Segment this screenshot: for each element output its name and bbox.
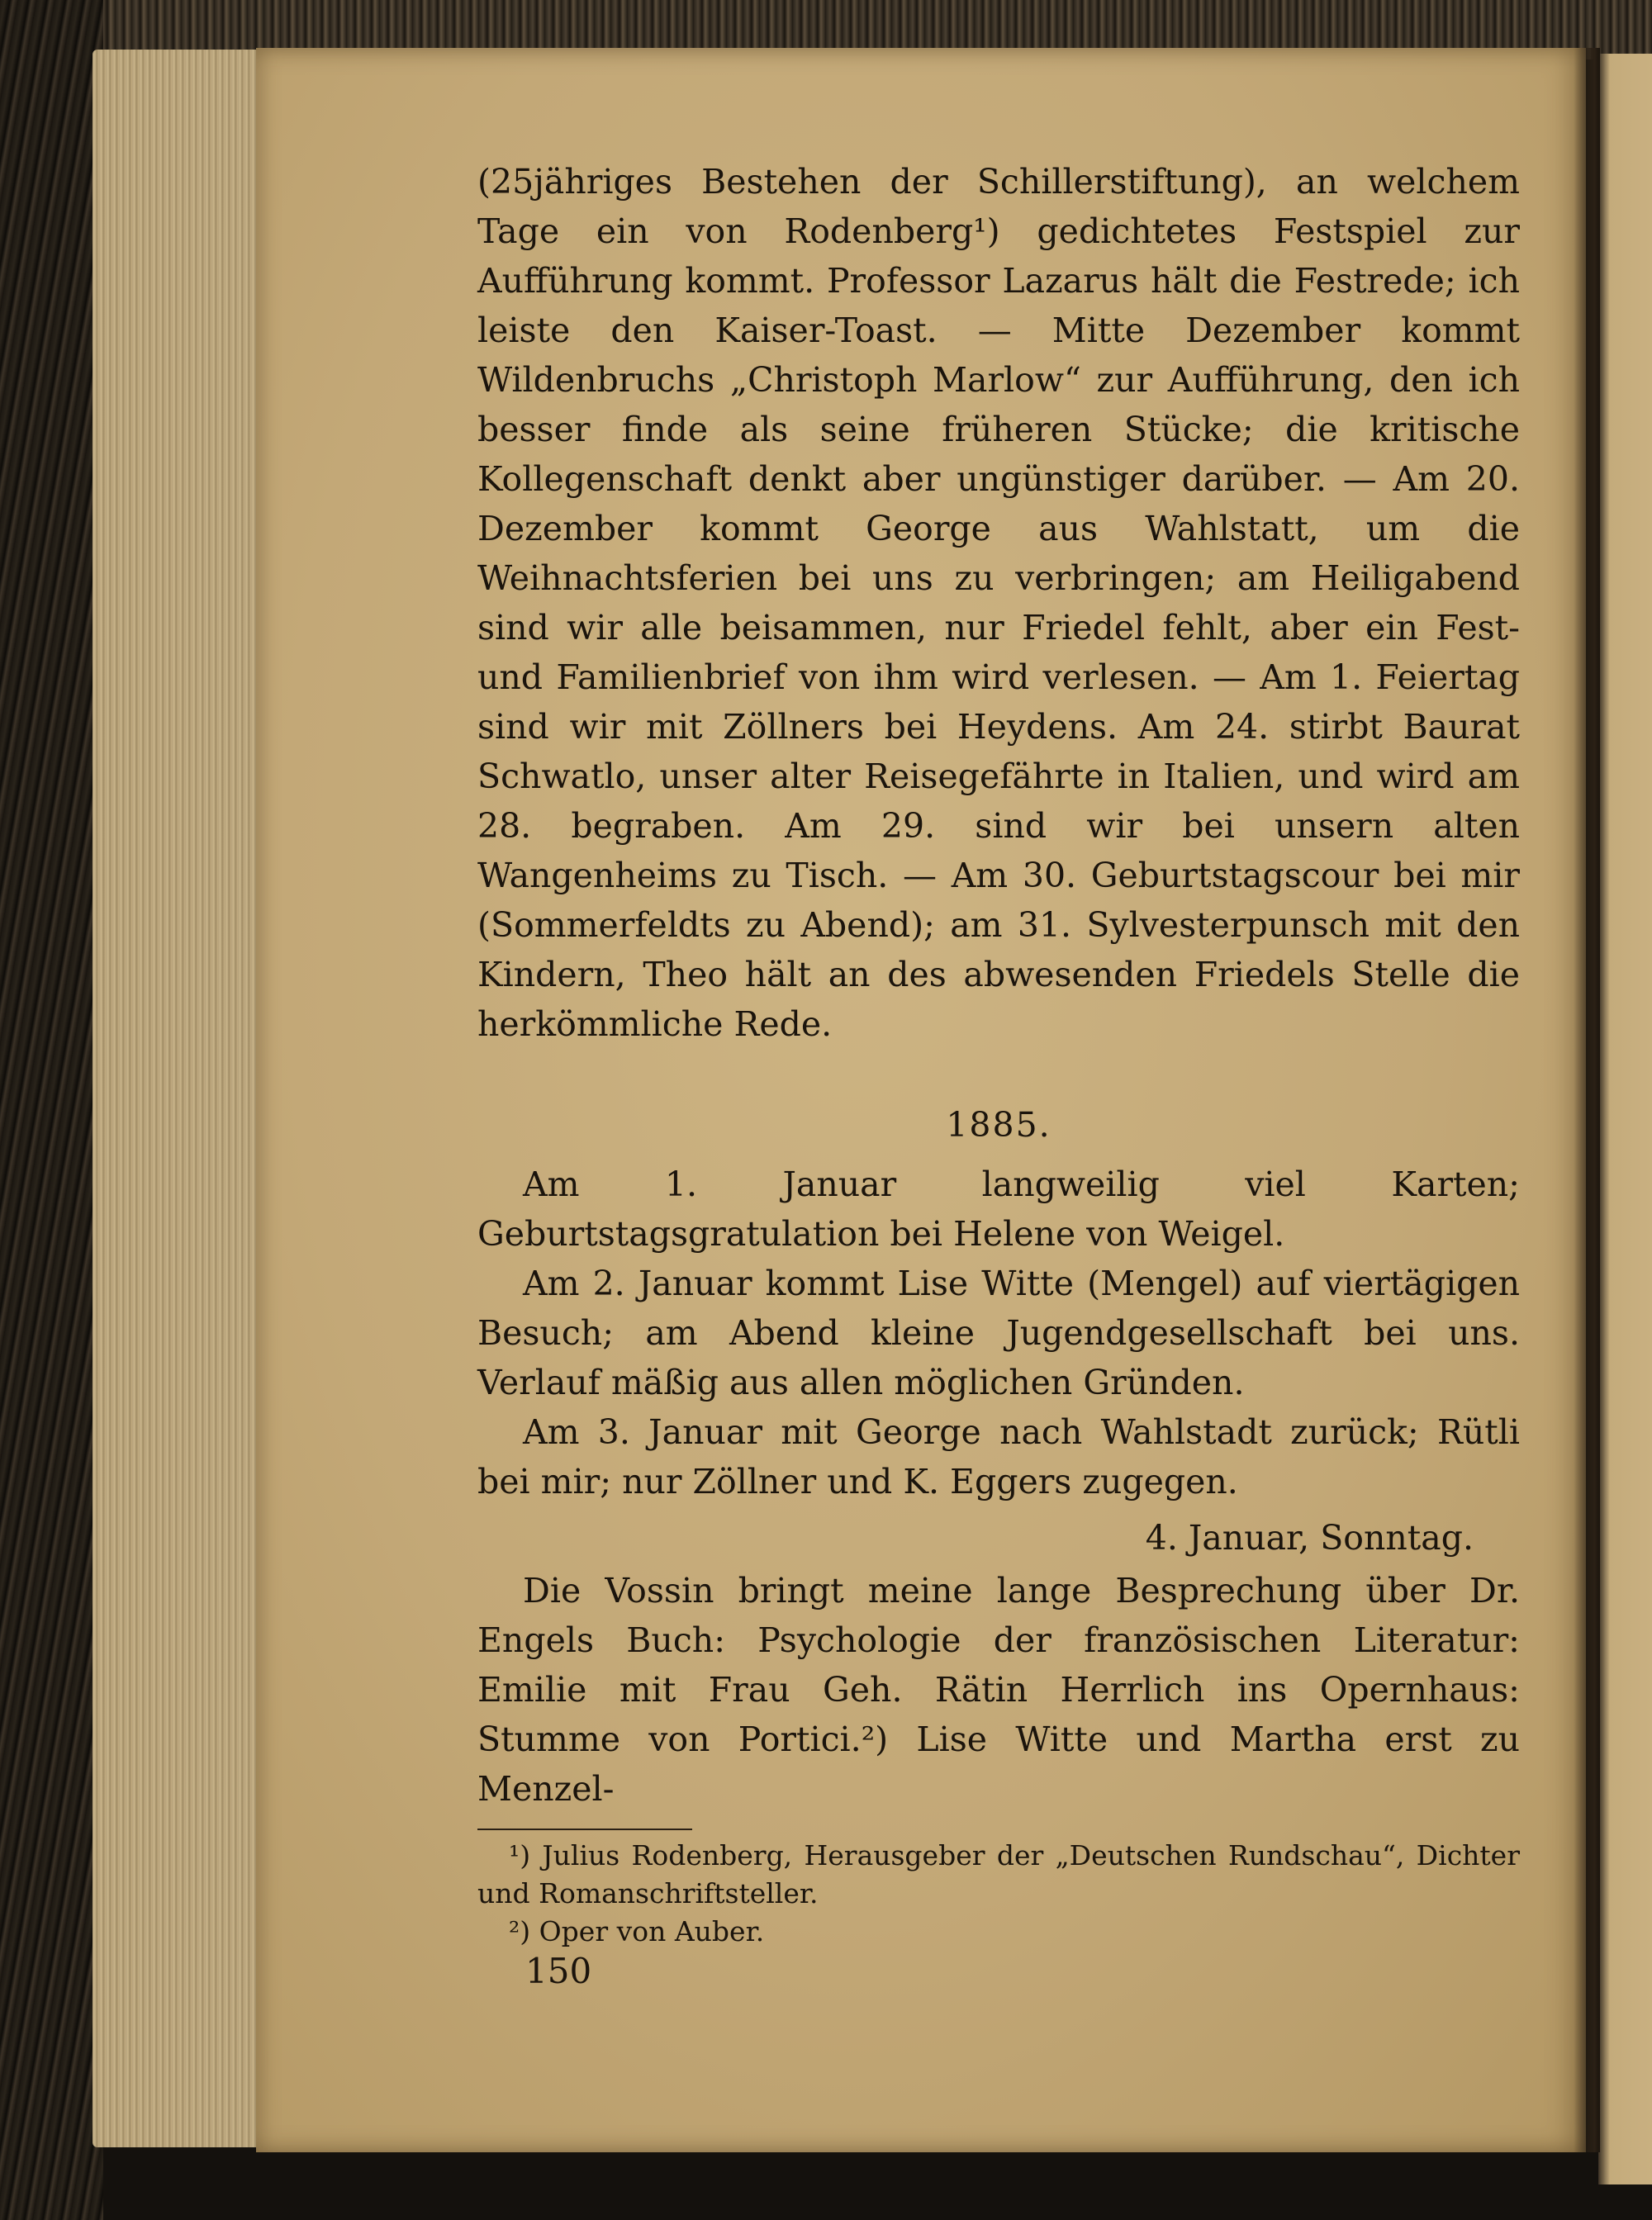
page-edges	[93, 50, 266, 2147]
paragraph-january-4: Die Vossin bringt meine lange Besprechung über Dr. Engels Buch: Psychologie der französischen Literatur: Emilie mit Frau Geh. Rätin Herrlich ins Opernhaus: Stumme von Portici.²) Lise Witte und Martha erst zu Menzel-	[477, 1571, 1520, 1809]
footnote-2	[477, 1913, 1520, 1951]
footnote-1-marker: ¹)	[509, 1839, 531, 1871]
page-number: 150	[525, 1951, 592, 1991]
paragraph-january-2: Am 2. Januar kommt Lise Witte (Mengel) auf viertägigen Besuch; am Abend kleine Jugendgesellschaft bei uns. Verlauf mäßig aus allen möglichen Gründen.	[477, 1264, 1520, 1402]
date-heading: 4. Januar, Sonntag.	[1145, 1518, 1474, 1558]
book-cover-spine	[0, 0, 103, 2220]
page-gutter	[1574, 48, 1600, 2152]
paragraph-january-1: Am 1. Januar langweilig viel Karten; Geburtstagsgratulation bei Helene von Weigel.	[477, 1165, 1520, 1254]
facing-page-edge	[1598, 54, 1652, 2184]
paragraph-january-3: Am 3. Januar mit George nach Wahlstadt zurück; Rütli bei mir; nur Zöllner und K. Eggers zugegen.	[477, 1412, 1520, 1501]
footnote-1-text: Julius Rodenberg, Herausgeber der „Deutschen Rundschau“, Dichter und Romanschriftsteller.	[477, 1839, 1520, 1909]
footnote-rule	[477, 1829, 692, 1830]
footnote-2-text: Oper von Auber.	[539, 1915, 765, 1947]
paragraph-continued: (25jähriges Bestehen der Schillerstiftung), an welchem Tage ein von Rodenberg¹) gedichtetes Festspiel zur Aufführung kommt. Professor Lazarus hält die Festrede; ich leiste den Kaiser-Toast. — Mitte Dezember kommt Wildenbruchs „Christoph Marlow“ zur Aufführung, den ich besser finde als seine früheren Stücke; die kritische Kollegenschaft denkt aber ungünstiger darüber. — Am 20. Dezember kommt George aus Wahlstatt, um die Weihnachtsferien bei uns zu verbringen; am Heiligabend sind wir alle beisammen, nur Friedel fehlt, aber ein Fest- und Familienbrief von ihm wird verlesen. — Am 1. Feiertag sind wir mit Zöllners bei Heydens. Am 24. stirbt Baurat Schwatlo, unser alter Reisegefährte in Italien, und wird am 28. begraben. Am 29. sind wir bei unsern alten Wangenheims zu Tisch. — Am 30. Geburtstagscour bei mir (Sommerfeldts zu Abend); am 31. Sylvesterpunsch mit den Kindern, Theo hält an des abwesenden Friedels Stelle die herkömmliche Rede.	[477, 162, 1520, 1044]
footnote-1	[477, 1837, 1520, 1913]
year-heading: 1885.	[946, 1105, 1051, 1145]
footnote-2-marker: ²)	[509, 1915, 531, 1947]
page-text-block	[477, 157, 1520, 1951]
